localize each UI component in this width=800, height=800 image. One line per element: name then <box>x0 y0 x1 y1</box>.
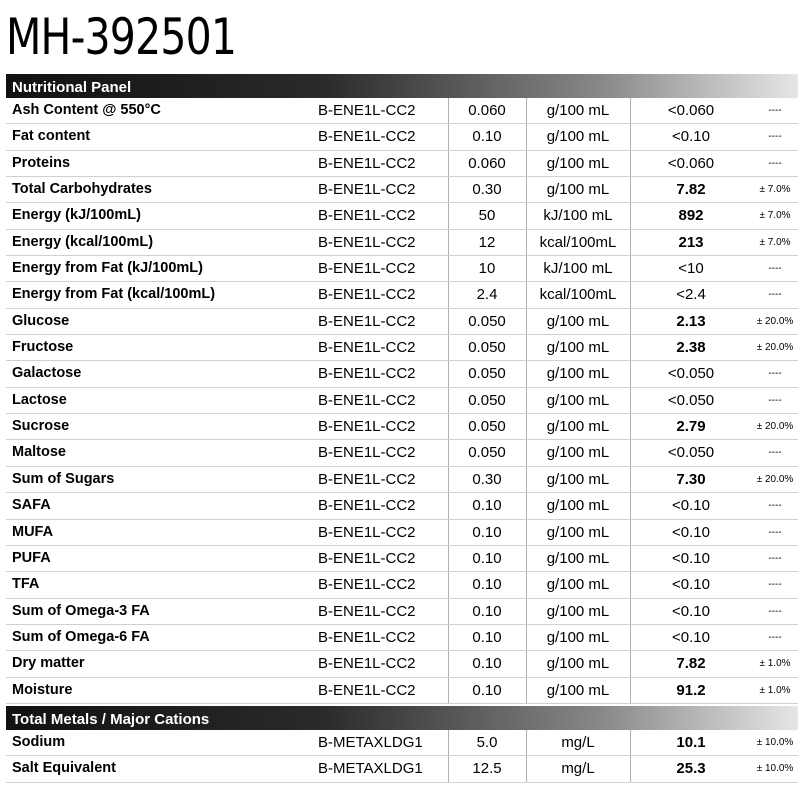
section-header: Total Metals / Major Cations <box>6 706 798 730</box>
analyte-name: TFA <box>12 576 40 593</box>
method-code: B-ENE1L-CC2 <box>318 365 416 383</box>
result-value: <0.10 <box>672 497 710 515</box>
unit: g/100 mL <box>546 102 610 119</box>
result-value: <10 <box>678 260 704 278</box>
uncertainty: ---- <box>768 526 782 538</box>
limit-of-detection: 0.30 <box>472 470 502 488</box>
result-value: <0.10 <box>672 628 710 646</box>
uncertainty: ± 10.0% <box>756 737 794 748</box>
uncertainty: ± 20.0% <box>756 342 794 354</box>
method-code: B-ENE1L-CC2 <box>318 523 416 541</box>
unit: g/100 mL <box>546 312 610 330</box>
limit-of-detection: 0.10 <box>472 681 502 699</box>
method-code: B-ENE1L-CC2 <box>318 549 416 567</box>
unit: mg/L <box>561 734 595 751</box>
uncertainty: ---- <box>768 105 782 116</box>
analyte-name: PUFA <box>12 549 51 566</box>
unit: mg/L <box>561 760 595 778</box>
unit: kcal/100mL <box>539 233 617 251</box>
method-code: B-METAXLDG1 <box>318 734 423 751</box>
result-value: 91.2 <box>676 681 706 699</box>
uncertainty: ---- <box>768 157 782 169</box>
analyte-name: Sum of Omega-3 FA <box>12 602 150 619</box>
table-row <box>6 730 798 756</box>
uncertainty: ± 20.0% <box>756 421 794 433</box>
result-value: <0.10 <box>672 576 710 594</box>
analyte-name: Energy (kcal/100mL) <box>12 233 154 250</box>
analyte-name: Maltose <box>12 444 66 461</box>
analyte-name: MUFA <box>12 523 54 540</box>
result-value: <0.060 <box>667 102 715 119</box>
method-code: B-ENE1L-CC2 <box>318 286 416 304</box>
result-value: 2.79 <box>676 418 706 436</box>
unit: g/100 mL <box>546 470 610 488</box>
table-row <box>6 467 798 493</box>
limit-of-detection: 0.30 <box>472 181 502 199</box>
table-row <box>6 203 798 229</box>
limit-of-detection: 2.4 <box>476 286 498 304</box>
table-row <box>6 230 798 256</box>
table-row <box>6 678 798 704</box>
result-value: <2.4 <box>676 286 706 304</box>
method-code: B-ENE1L-CC2 <box>318 260 416 278</box>
table-row <box>6 177 798 203</box>
table-row <box>6 361 798 387</box>
analyte-name: Fat content <box>12 128 91 145</box>
method-code: B-ENE1L-CC2 <box>318 444 416 462</box>
analyte-name: Dry matter <box>12 655 85 672</box>
method-code: B-ENE1L-CC2 <box>318 418 416 436</box>
method-code: B-ENE1L-CC2 <box>318 233 416 251</box>
analyte-name: Total Carbohydrates <box>12 181 152 198</box>
result-value: <0.10 <box>672 549 710 567</box>
analyte-name: Sum of Sugars <box>12 470 115 487</box>
table-row <box>6 520 798 546</box>
table-row <box>6 124 798 150</box>
analyte-name: Proteins <box>12 154 71 171</box>
unit: g/100 mL <box>546 523 610 541</box>
method-code: B-ENE1L-CC2 <box>318 497 416 515</box>
unit: g/100 mL <box>546 181 610 199</box>
uncertainty: ± 1.0% <box>759 684 791 696</box>
section-header: Nutritional Panel <box>6 74 798 98</box>
limit-of-detection: 12.5 <box>472 760 502 778</box>
analyte-name: Energy from Fat (kcal/100mL) <box>12 286 216 303</box>
limit-of-detection: 0.050 <box>468 312 506 330</box>
unit: g/100 mL <box>546 154 610 172</box>
unit: g/100 mL <box>546 655 610 673</box>
unit: g/100 mL <box>546 628 610 646</box>
method-code: B-ENE1L-CC2 <box>318 207 416 225</box>
uncertainty: ± 1.0% <box>759 658 791 670</box>
table-row <box>6 98 798 124</box>
result-value: 213 <box>678 233 704 251</box>
result-value: <0.10 <box>672 523 710 541</box>
table-row <box>6 572 798 598</box>
analyte-name: Lactose <box>12 391 67 408</box>
analyte-name: Sum of Omega-6 FA <box>12 628 150 645</box>
result-value: <0.10 <box>672 128 710 146</box>
table-row <box>6 256 798 282</box>
limit-of-detection: 0.050 <box>468 444 506 462</box>
uncertainty: ± 20.0% <box>756 473 794 485</box>
table-row <box>6 309 798 335</box>
unit: g/100 mL <box>546 365 610 383</box>
result-value: <0.10 <box>672 602 710 620</box>
analyte-name: Sodium <box>12 734 66 750</box>
uncertainty: ---- <box>768 289 782 301</box>
limit-of-detection: 0.10 <box>472 549 502 567</box>
limit-of-detection: 0.10 <box>472 497 502 515</box>
unit: g/100 mL <box>546 444 610 462</box>
table-row <box>6 625 798 651</box>
uncertainty: ± 7.0% <box>759 184 791 196</box>
limit-of-detection: 0.10 <box>472 128 502 146</box>
limit-of-detection: 12 <box>478 233 496 251</box>
limit-of-detection: 0.10 <box>472 576 502 594</box>
unit: g/100 mL <box>546 128 610 146</box>
method-code: B-ENE1L-CC2 <box>318 391 416 409</box>
result-value: 7.82 <box>676 655 706 673</box>
analyte-name: SAFA <box>12 497 51 514</box>
uncertainty: ---- <box>768 552 782 564</box>
uncertainty: ---- <box>768 263 782 275</box>
analyte-name: Energy from Fat (kJ/100mL) <box>12 260 203 277</box>
uncertainty: ---- <box>768 394 782 406</box>
unit: kJ/100 mL <box>543 207 613 225</box>
limit-of-detection: 0.060 <box>468 102 506 119</box>
result-value: 25.3 <box>676 760 706 778</box>
table-row <box>6 388 798 414</box>
result-value: 2.38 <box>676 339 706 357</box>
method-code: B-ENE1L-CC2 <box>318 181 416 199</box>
unit: g/100 mL <box>546 602 610 620</box>
limit-of-detection: 10 <box>478 260 496 278</box>
limit-of-detection: 0.050 <box>468 391 506 409</box>
unit: g/100 mL <box>546 497 610 515</box>
unit: g/100 mL <box>546 681 610 699</box>
nutritional-panel-section <box>6 74 798 704</box>
result-value: <0.050 <box>667 365 715 383</box>
method-code: B-ENE1L-CC2 <box>318 128 416 146</box>
uncertainty: ± 10.0% <box>756 763 794 775</box>
result-value: 7.30 <box>676 470 706 488</box>
uncertainty: ---- <box>768 579 782 591</box>
table-row <box>6 546 798 572</box>
table-row <box>6 151 798 177</box>
table-row <box>6 414 798 440</box>
unit: g/100 mL <box>546 418 610 436</box>
method-code: B-ENE1L-CC2 <box>318 102 416 119</box>
method-code: B-ENE1L-CC2 <box>318 628 416 646</box>
limit-of-detection: 0.10 <box>472 655 502 673</box>
method-code: B-ENE1L-CC2 <box>318 602 416 620</box>
method-code: B-ENE1L-CC2 <box>318 655 416 673</box>
metals-section <box>6 706 798 783</box>
uncertainty: ---- <box>768 605 782 617</box>
analyte-name: Fructose <box>12 339 74 356</box>
table-row <box>6 493 798 519</box>
analyte-name: Salt Equivalent <box>12 760 116 777</box>
analyte-name: Sucrose <box>12 418 70 435</box>
uncertainty: ± 20.0% <box>756 315 794 327</box>
method-code: B-ENE1L-CC2 <box>318 576 416 594</box>
uncertainty: ± 7.0% <box>759 210 791 222</box>
limit-of-detection: 0.10 <box>472 628 502 646</box>
unit: g/100 mL <box>546 549 610 567</box>
table-row <box>6 651 798 677</box>
analyte-name: Glucose <box>12 312 70 329</box>
limit-of-detection: 0.10 <box>472 523 502 541</box>
method-code: B-ENE1L-CC2 <box>318 681 416 699</box>
uncertainty: ± 7.0% <box>759 236 791 248</box>
unit: g/100 mL <box>546 576 610 594</box>
method-code: B-ENE1L-CC2 <box>318 312 416 330</box>
table-row <box>6 282 798 308</box>
method-code: B-ENE1L-CC2 <box>318 154 416 172</box>
method-code: B-METAXLDG1 <box>318 760 423 778</box>
uncertainty: ---- <box>768 368 782 380</box>
limit-of-detection: 5.0 <box>476 734 498 751</box>
analyte-name: Energy (kJ/100mL) <box>12 207 141 224</box>
report-title: MH-392501 <box>6 8 237 66</box>
table-row <box>6 440 798 466</box>
limit-of-detection: 0.050 <box>468 339 506 357</box>
analyte-name: Galactose <box>12 365 82 382</box>
unit: kJ/100 mL <box>543 260 613 278</box>
result-value: <0.060 <box>667 154 715 172</box>
unit: kcal/100mL <box>539 286 617 304</box>
uncertainty: ---- <box>768 447 782 459</box>
result-value: <0.050 <box>667 444 715 462</box>
result-value: <0.050 <box>667 391 715 409</box>
result-value: 892 <box>678 207 704 225</box>
limit-of-detection: 0.060 <box>468 154 506 172</box>
uncertainty: ---- <box>768 631 782 643</box>
table-row <box>6 599 798 625</box>
table-row <box>6 335 798 361</box>
analyte-name: Moisture <box>12 681 73 698</box>
result-value: 7.82 <box>676 181 706 199</box>
limit-of-detection: 50 <box>478 207 496 225</box>
result-value: 2.13 <box>676 312 706 330</box>
limit-of-detection: 0.10 <box>472 602 502 620</box>
limit-of-detection: 0.050 <box>468 418 506 436</box>
result-value: 10.1 <box>676 734 706 751</box>
table-row <box>6 756 798 782</box>
unit: g/100 mL <box>546 391 610 409</box>
uncertainty: ---- <box>768 500 782 512</box>
method-code: B-ENE1L-CC2 <box>318 470 416 488</box>
method-code: B-ENE1L-CC2 <box>318 339 416 357</box>
limit-of-detection: 0.050 <box>468 365 506 383</box>
unit: g/100 mL <box>546 339 610 357</box>
uncertainty: ---- <box>768 131 782 143</box>
analyte-name: Ash Content @ 550°C <box>12 102 161 118</box>
